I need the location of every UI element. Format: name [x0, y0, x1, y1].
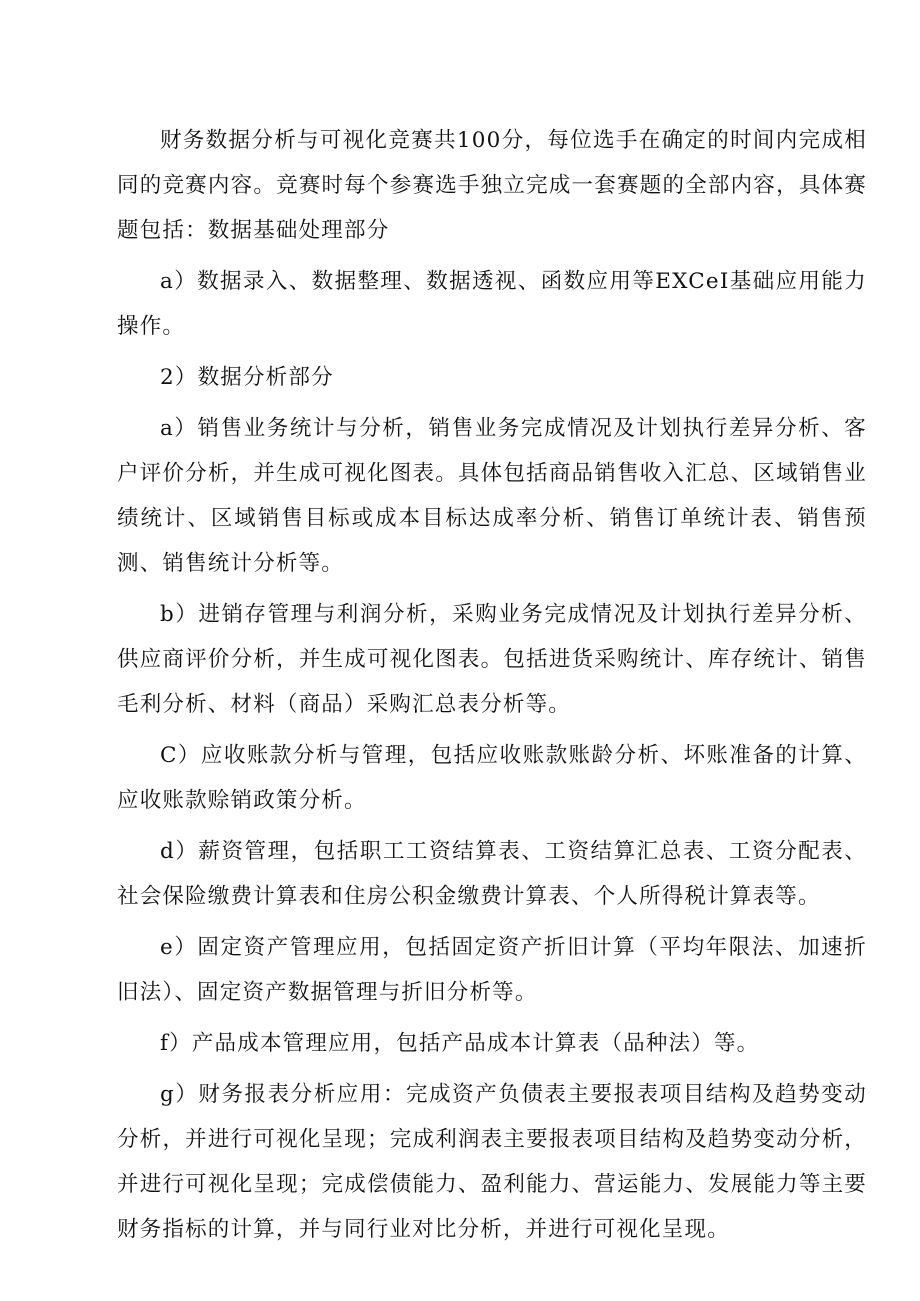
paragraph-item-f-product-cost: f）产品成本管理应用，包括产品成本计算表（品种法）等。 — [160, 1031, 760, 1056]
paragraph-intro: 财务数据分析与可视化竞赛共100分，每位选手在确定的时间内完成相同的竞赛内容。竞赛时每个参赛选手独立完成一套赛题的全部内容，具体赛题包括：数据基础处理部分 — [117, 128, 867, 243]
paragraph-item-d-payroll: d）薪资管理，包括职工工资结算表、工资结算汇总表、工资分配表、社会保险缴费计算表和住房公积金缴费计算表、个人所得税计算表等。 — [117, 839, 867, 909]
paragraph-item-a-sales: a）销售业务统计与分析，销售业务完成情况及计划执行差异分析、客户评价分析，并生成可视化图表。具体包括商品销售收入汇总、区域销售业绩统计、区域销售目标或成本目标达成率分析、销售订单统计表、销售预测、销售统计分析等。 — [117, 416, 867, 576]
paragraph-item-b-inventory: b）进销存管理与利润分析，采购业务完成情况及计划执行差异分析、供应商评价分析，并生成可视化图表。包括进货采购统计、库存统计、销售毛利分析、材料（商品）采购汇总表分析等。 — [117, 602, 867, 717]
paragraph-item-a-basic: a）数据录入、数据整理、数据透视、函数应用等EXCeI基础应用能力操作。 — [117, 269, 867, 339]
paragraph-item-c-receivables: C）应收账款分析与管理，包括应收账款账龄分析、坏账准备的计算、应收账款赊销政策分析。 — [117, 743, 867, 813]
document-body — [117, 118, 867, 1258]
paragraph-item-g-financial-statements: g）财务报表分析应用：完成资产负债表主要报表项目结构及趋势变动分析，并进行可视化呈现；完成利润表主要报表项目结构及趋势变动分析，并进行可视化呈现；完成偿债能力、盈利能力、营运能力、发展能力等主要财务指标的计算，并与同行业对比分析，并进行可视化呈现。 — [117, 1082, 867, 1242]
paragraph-item-e-fixed-assets: e）固定资产管理应用，包括固定资产折旧计算（平均年限法、加速折旧法）、固定资产数据管理与折旧分析等。 — [117, 935, 867, 1005]
paragraph-section-2: 2）数据分析部分 — [160, 365, 334, 390]
